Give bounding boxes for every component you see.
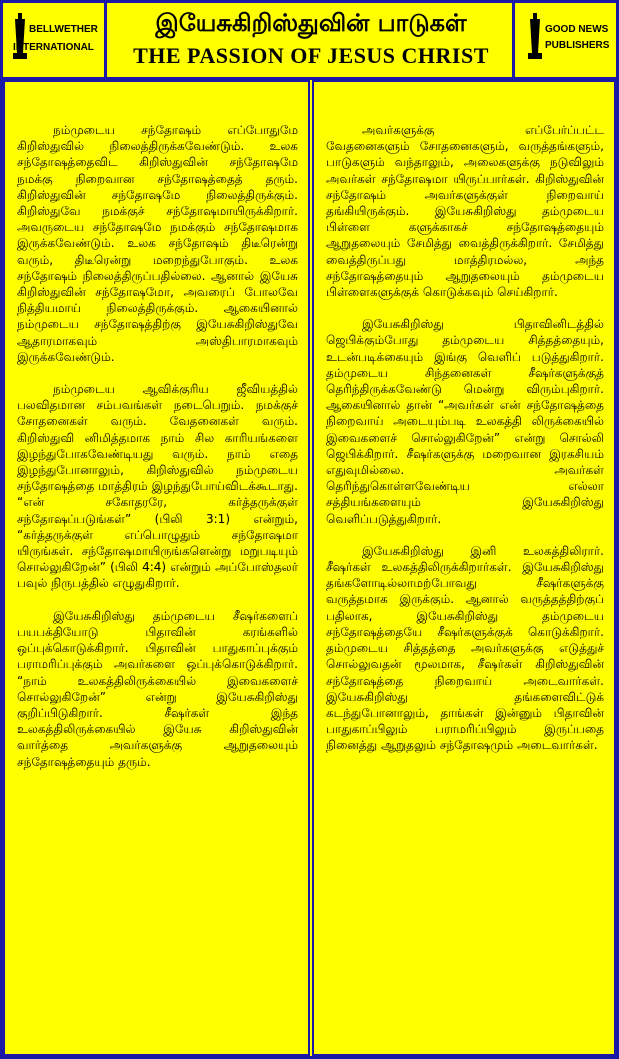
- paragraph: இயேசுகிறிஸ்து பிதாவினிடத்தில் ஜெபிக்கும்போது தம்முடைய சித்தத்தையும், உடன்படிக்கையும் இங்கு வெளிப் படுத்துகிறார். தம்முடைய சிந்தனைகள் சீஷர்களுக்குத் தெரிந்திருக்கவேண்டு மென்று விரும்புகிறார். ஆகையினால் தான் “அவர்கள் என் சந்தோஷத்தை நிறைவாய் அடையும்படி உலகத்தி லிருக்கையில் இவைகளைச் சொல்லுகிறேன்” என்று சொல்லி ஜெபிக்கிறார். சீஷர்களுக்கு மறைவான இரகசியம் எதுவுமில்லை. அவர்கள் தெரிந்துகொள்ளவேண்டிய எல்லா சத்தியங்களையும் இயேசுகிறிஸ்து வெளிப்படுத்துகிறார்.: [326, 317, 604, 526]
- article-columns: [3, 80, 616, 1056]
- page-header: [3, 3, 616, 77]
- bellwether-logo: [3, 3, 107, 77]
- good-news-logo: [515, 3, 616, 77]
- paragraph: இயேசுகிறிஸ்து இனி உலகத்திலிரார். சீஷர்கள் உலகத்திலிருக்கிறார்கள். இயேசுகிறிஸ்து தங்களோடில்லாமற்போவது சீஷர்களுக்கு வருத்தமாக இருக்கும். ஆனால் வருத்தத்திற்குப் பதிலாக, இயேசுகிறிஸ்து தம்முடைய சந்தோஷத்தையே சீஷர்களுக்குக் கொடுக்கிறார். தம்முடைய சித்தத்தை அவர்களுக்கு எடுத்துச் சொல்லுவதன் மூலமாக, சீஷர்கள் கிறிஸ்துவின் சந்தோஷத்தை நிறைவாய் அடைவார்கள். இயேசுகிறிஸ்து தங்களைவிட்டுக் கடந்துபோனாலும், தாங்கள் இன்னும் பிதாவின் பாதுகாப்பிலும் பராமரிப்பிலும் இருப்பதை நினைத்து ஆறுதலும் சந்தோஷமும் அடைவார்கள்.: [326, 543, 604, 753]
- title-box: [107, 3, 515, 77]
- good-news-logo-line1: GOOD NEWS: [545, 24, 609, 35]
- good-news-logo-line2: PUBLISHERS: [545, 40, 610, 51]
- paragraph: இயேசுகிறிஸ்து தம்முடைய சீஷர்களைப் பயபக்தியோடு பிதாவின் கரங்களில் ஒப்புக்கொடுக்கிறார். பிதாவின் பாதுகாப்புக்கும் பராமரிப்புக்கும் அவர்களை ஒப்புக்கொடுக்கிறார். “நாம் உலகத்திலிருக்கையில் இவைகளைச் சொல்லுகிறேன்” என்று இயேசுகிறிஸ்து குறிப்பிடுகிறார். சீஷர்கள் இந்த உலகத்திலிருக்கையில் இயேசு கிறிஸ்துவின் வார்த்தை அவர்களுக்கு ஆறுதலையும் சந்தோஷத்தையும் தரும்.: [17, 608, 298, 769]
- bellwether-logo-line2: INTERNATIONAL: [13, 42, 94, 53]
- title-english: THE PASSION OF JESUS CHRIST: [133, 43, 489, 68]
- left-column: [3, 80, 310, 1056]
- tower-icon: [525, 13, 545, 59]
- paragraph: நம்முடைய ஆவிக்குரிய ஜீவியத்தில் பலவிதமான சம்பவங்கள் நடைபெறும். நமக்குச் சோதனைகள் வரும். வேதனைகள் வரும். கிறிஸ்துவி னிமித்தமாக நாம் சில காரியங்களை இழந்துபோகவேண்டியது வரும். நாம் எதை இழந்துபோனாலும், கிறிஸ்துவில் நம்முடைய சந்தோஷத்தை மாத்திரம் இழந்துபோய்விடக்கூடாது. “என் சகோதரரே, கர்த்தருக்குள் சந்தோஷப்படுங்கள்” (பிலி 3:1) என்றும், “கர்த்தருக்குள் எப்பொழுதும் சந்தோஷமா யிருங்கள். சந்தோஷமாயிருங்களென்று மறுபடியும் சொல்லுகிறேன்” (பிலி 4:4) என்றும் அப்போஸ்தலர் பவுல் நிருபத்தில் எழுதுகிறார்.: [17, 382, 298, 591]
- title-tamil: இயேசுகிறிஸ்துவின் பாடுகள்: [155, 9, 467, 37]
- paragraph: அவர்களுக்கு எப்பேர்ப்பட்ட வேதனைகளும் சோதனைகளும், வருத்தங்களும், பாடுகளும் வந்தாலும், அலைகளுக்கு நடுவிலும் அவர்கள் சந்தோஷமா யிருப்பார்கள். கிறிஸ்துவின் சந்தோஷம் அவர்களுக்குள் நிறைவாய் தங்கியிருக்கும். இயேசுகிறிஸ்து தம்முடைய பிள்ளை களுக்காகச் சந்தோஷத்தையும் ஆறுதலையும் சேமித்து வைத்திருக்கிறார். சேமித்து வைத்திருப்பது மாத்திரமல்ல, அந்த சந்தோஷத்தையும் ஆறுதலையும் தம்முடைய பிள்ளைகளுக்குக் கொடுக்கவும் செய்கிறார்.: [326, 123, 604, 300]
- bellwether-logo-line1: BELLWETHER: [29, 24, 98, 35]
- right-column: [312, 80, 616, 1056]
- paragraph: நம்முடைய சந்தோஷம் எப்போதுமே கிறிஸ்துவில் நிலைத்திருக்கவேண்டும். உலக சந்தோஷத்தைவிட கிறிஸ்துவின் சந்தோஷமே நமக்கு நிறைவான சந்தோஷத்தைத் தரும். கிறிஸ்துவின் சந்தோஷமே நிலைத்திருக்கும். கிறிஸ்துவே நமக்குச் சந்தோஷமாயிருக்கிறார். அவருடைய சந்தோஷமே நமக்கும் சந்தோஷமாக இருக்கவேண்டும். உலக சந்தோஷம் திடீரென்று வரும், திடீரென்று மறைந்துபோகும். உலக சந்தோஷம் நிலைத்திருப்பதில்லை. ஆனால் இயேசு கிறிஸ்துவின் சந்தோஷமோ, அவரைப் போலவே நித்தியமாய் நிலைத்திருக்கும். ஆகையினால் நம்முடைய சந்தோஷத்திற்கு இயேசுகிறிஸ்துவே ஆதாரமாகவும் அஸ்திபாரமாகவும் இருக்கவேண்டும்.: [17, 123, 298, 364]
